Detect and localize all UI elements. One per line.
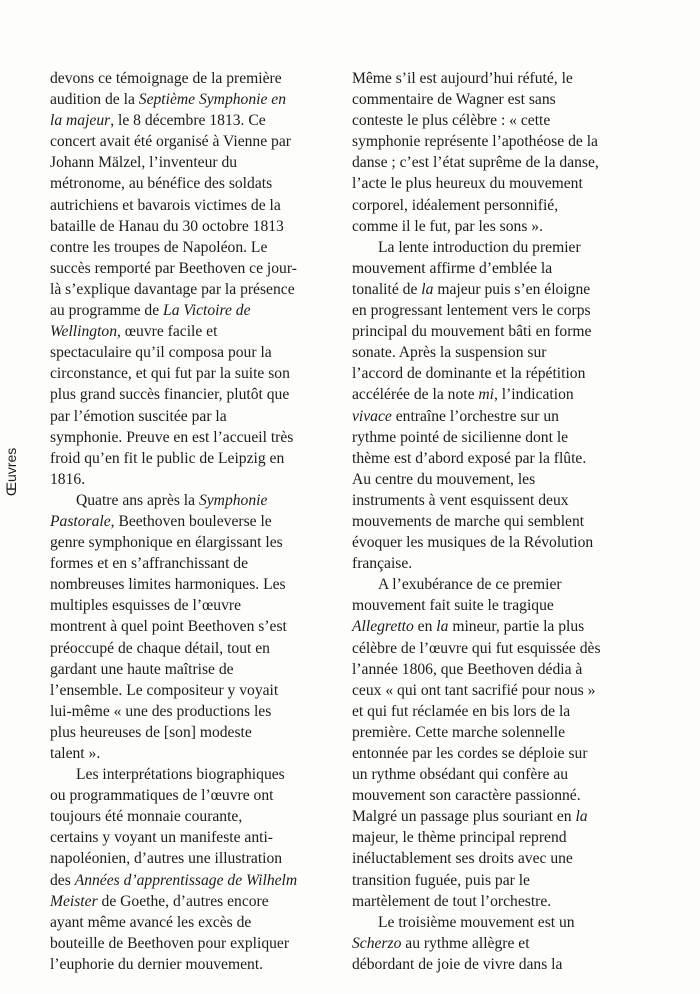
text-line: danse ; c’est l’état suprême de la danse, (352, 154, 599, 172)
section-side-label: Œuvres (3, 447, 19, 496)
text-line: tonalité de la majeur puis s’en éloigne (352, 280, 591, 298)
text-line: thème est d’abord exposé par la flûte. (352, 449, 587, 467)
text-line: mouvement affirme d’emblée la (352, 259, 553, 277)
text-line: Johann Mälzel, l’inventeur du (50, 154, 238, 172)
text-line: gardant une haute maîtrise de (50, 660, 234, 678)
text-line: l’euphorie du dernier mouvement. (50, 955, 264, 973)
text-line: succès remporté par Beethoven ce jour- (50, 259, 297, 277)
text-line: symphonie. Preuve en est l’accueil très (50, 428, 294, 446)
text-line: bataille de Hanau du 30 octobre 1813 (50, 217, 284, 235)
text-line: napoléonien, d’autres une illustration (50, 850, 283, 868)
text-line: Scherzo au rythme allègre et (352, 934, 530, 952)
text-line: montrent à quel point Beethoven s’est (50, 618, 287, 636)
text-line: plus grand succès financier, plutôt que (50, 386, 290, 404)
text-line: Meister de Goethe, d’autres encore (50, 892, 269, 910)
text-line: talent ». (50, 745, 101, 762)
text-line: première. Cette marche solennelle (352, 723, 566, 741)
text-line: Malgré un passage plus souriant en la (352, 808, 588, 826)
text-line: devons ce témoignage de la première (50, 70, 282, 87)
text-line: préoccupé de chaque détail, tout en (50, 639, 270, 657)
text-line: La lente introduction du premier (378, 238, 581, 256)
text-line: l’ensemble. Le compositeur y voyait (50, 681, 279, 699)
text-line: évoquer les musiques de la Révolution (352, 534, 594, 552)
text-line: instruments à vent esquissent deux (352, 491, 569, 509)
text-line: ou programmatiques de l’œuvre ont (50, 787, 274, 805)
text-line: principal du mouvement bâti en forme (352, 323, 592, 341)
text-line: et qui fut réclamée en bis lors de la (352, 702, 571, 720)
text-line: sonate. Après la suspension sur (352, 344, 547, 362)
text-line: accélérée de la note mi, l’indication (352, 386, 574, 404)
text-line: multiples esquisses de l’œuvre (50, 597, 241, 615)
text-line: autrichiens et bavarois victimes de la (50, 196, 281, 214)
text-line: conteste le plus célèbre : « cette (352, 112, 551, 130)
text-line: Allegretto en la mineur, partie la plus (352, 618, 585, 636)
text-line: Pastorale, Beethoven bouleverse le (50, 512, 272, 530)
text-line: par l’émotion suscitée par la (50, 407, 227, 425)
text-line: Le troisième mouvement est un (378, 913, 575, 931)
text-line: au programme de La Victoire de (50, 302, 251, 320)
text-line: Quatre ans après la Symphonie (76, 491, 268, 509)
text-line: comme il le fut, par les sons ». (352, 217, 543, 235)
text-line: lui-même « une des productions les (50, 702, 272, 720)
text-line: Au centre du mouvement, les (352, 470, 536, 488)
text-line: la majeur, le 8 décembre 1813. Ce (50, 112, 266, 130)
text-line: plus heureuses de [son] modeste (50, 723, 252, 741)
text-line: concert avait été organisé à Vienne par (50, 133, 291, 151)
text-line: audition de la Septième Symphonie en (50, 91, 287, 109)
text-line: Même s’il est aujourd’hui réfuté, le (352, 70, 573, 87)
text-line: corporel, idéalement personnifié, (352, 196, 559, 214)
text-line: contre les troupes de Napoléon. Le (50, 238, 268, 256)
text-line: l’année 1806, que Beethoven dédia à (352, 660, 583, 678)
text-line: A l’exubérance de ce premier (378, 576, 562, 594)
text-line: transition fuguée, puis par le (352, 871, 530, 889)
text-column-right (352, 68, 648, 975)
text-line: toujours été monnaie courante, (50, 808, 243, 826)
text-line: en progressant lentement vers le corps (352, 302, 591, 320)
text-line: Les interprétations biographiques (76, 766, 285, 784)
text-line: débordant de joie de vivre dans la (352, 955, 563, 973)
text-line: mouvements de marche qui semblent (352, 512, 585, 530)
text-line: vivace entraîne l’orchestre sur un (352, 407, 559, 425)
text-line: rythme pointé de sicilienne dont le (352, 428, 569, 446)
text-line: 1816. (50, 470, 86, 488)
text-line: bouteille de Beethoven pour expliquer (50, 934, 290, 952)
text-line: genre symphonique en élargissant les (50, 534, 283, 552)
text-line: célèbre de l’œuvre qui fut esquissée dès (352, 639, 601, 657)
text-line: des Années d’apprentissage de Wilhelm (50, 871, 298, 889)
text-line: circonstance, et qui fut par la suite son (50, 365, 290, 383)
text-line: ayant même avancé les excès de (50, 913, 252, 931)
text-line: spectaculaire qu’il composa pour la (50, 344, 272, 362)
text-line: froid qu’en fit le public de Leipzig en (50, 449, 285, 467)
text-line: formes et en s’affranchissant de (50, 555, 249, 573)
text-column-left (50, 68, 340, 975)
text-line: l’acte le plus heureux du mouvement (352, 175, 583, 193)
text-line: majeur, le thème principal reprend (352, 829, 567, 847)
text-line: certains y voyant un manifeste anti- (50, 829, 274, 847)
text-line: Wellington, œuvre facile et (50, 323, 218, 341)
text-line: française. (352, 555, 413, 573)
text-line: mouvement son caractère passionné. (352, 787, 581, 805)
text-line: là s’explique davantage par la présence (50, 280, 295, 298)
text-line: un rythme obsédant qui confère au (352, 766, 569, 784)
text-line: ceux « qui ont tant sacrifié pour nous » (352, 681, 596, 699)
text-line: symphonie représente l’apothéose de la (352, 133, 598, 151)
text-line: l’accord de dominante et la répétition (352, 365, 586, 383)
text-line: martèlement de tout l’orchestre. (352, 892, 552, 910)
text-line: entonnée par les cordes se déploie sur (352, 745, 588, 762)
text-line: commentaire de Wagner est sans (352, 91, 556, 109)
text-line: mouvement fait suite le tragique (352, 597, 554, 615)
text-line: métronome, au bénéfice des soldats (50, 175, 273, 193)
text-line: inéluctablement ses droits avec une (352, 850, 573, 868)
text-line: nombreuses limites harmoniques. Les (50, 576, 286, 594)
